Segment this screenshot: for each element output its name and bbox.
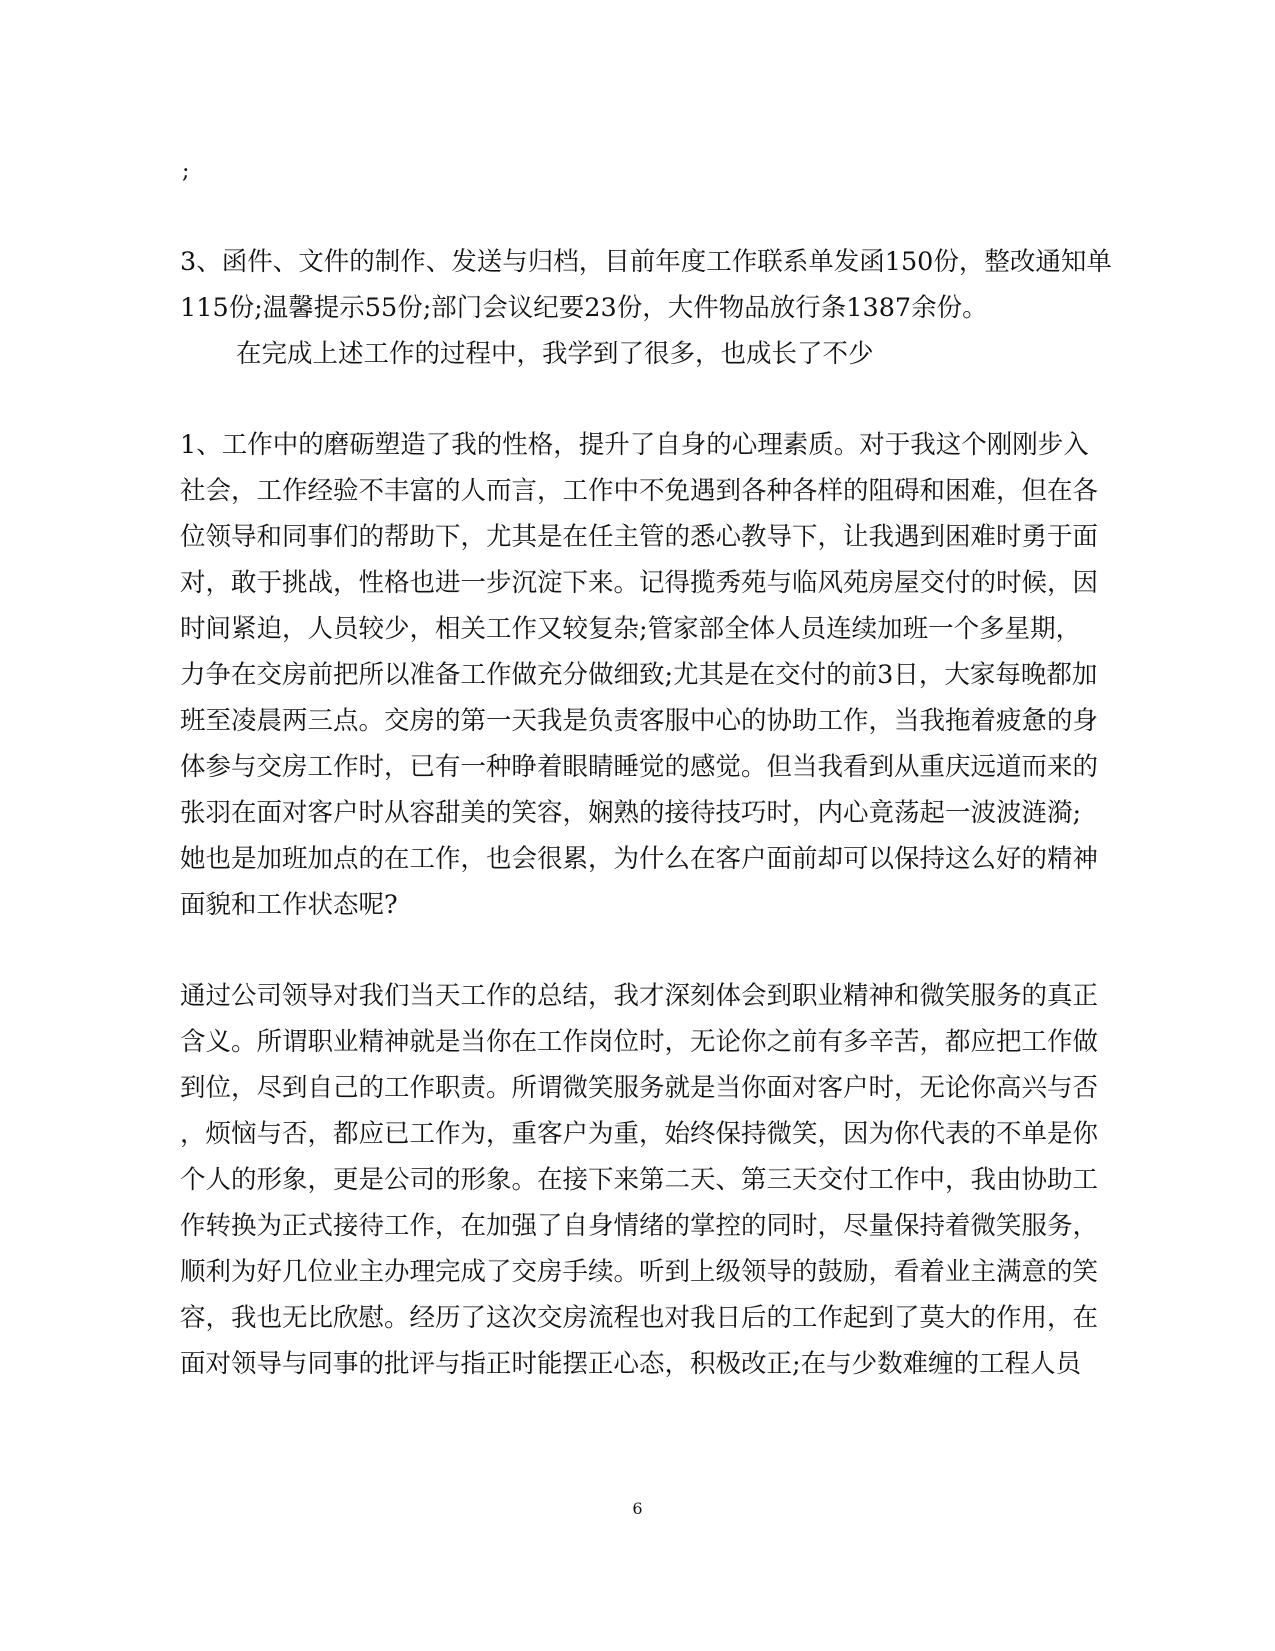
paragraph-summary-line-2: 含义。所谓职业精神就是当你在工作岗位时，无论你之前有多辛苦，都应把工作做 — [180, 1027, 1099, 1057]
paragraph-item-3-line-2: 115份;温馨提示55份;部门会议纪要23份，大件物品放行条1387余份。 — [180, 293, 988, 323]
paragraph-item-1-line-2: 社会，工作经验不丰富的人而言，工作中不免遇到各种各样的阻碍和困难，但在各 — [180, 476, 1099, 506]
paragraph-item-1-line-3: 位领导和同事们的帮助下，尤其是在任主管的悉心教导下，让我遇到困难时勇于面 — [180, 522, 1099, 552]
paragraph-item-1-line-10: 她也是加班加点的在工作，也会很累，为什么在客户面前却可以保持这么好的精神 — [180, 844, 1099, 874]
paragraph-summary-line-8: 容，我也无比欣慰。经历了这次交房流程也对我日后的工作起到了莫大的作用，在 — [180, 1303, 1099, 1333]
paragraph-item-1-line-7: 班至凌晨两三点。交房的第一天我是负责客服中心的协助工作，当我拖着疲惫的身 — [180, 706, 1099, 736]
page-number: 6 — [632, 1499, 643, 1518]
paragraph-item-1-line-4: 对，敢于挑战，性格也进一步沉淀下来。记得揽秀苑与临风苑房屋交付的时候，因 — [180, 568, 1099, 598]
semicolon-line: ; — [182, 159, 190, 184]
paragraph-item-1-line-5: 时间紧迫，人员较少，相关工作又较复杂;管家部全体人员连续加班一个多星期， — [180, 614, 1082, 644]
paragraph-summary-line-5: 个人的形象，更是公司的形象。在接下来第二天、第三天交付工作中，我由协助工 — [180, 1165, 1099, 1195]
paragraph-item-1-line-1: 1、工作中的磨砺塑造了我的性格，提升了自身的心理素质。对于我这个刚刚步入 — [180, 430, 1089, 460]
paragraph-item-1-line-11: 面貌和工作状态呢? — [180, 890, 398, 920]
paragraph-summary-line-1: 通过公司领导对我们当天工作的总结，我才深刻体会到职业精神和微笑服务的真正 — [180, 981, 1099, 1011]
paragraph-summary-line-9: 面对领导与同事的批评与指正时能摆正心态，积极改正;在与少数难缠的工程人员 — [180, 1349, 1082, 1379]
paragraph-intro-line: 在完成上述工作的过程中，我学到了很多，也成长了不少 — [236, 339, 874, 369]
paragraph-item-1-line-9: 张羽在面对客户时从容甜美的笑容，娴熟的接待技巧时，内心竟荡起一波波涟漪; — [180, 798, 1082, 828]
paragraph-summary-line-7: 顺利为好几位业主办理完成了交房手续。听到上级领导的鼓励，看着业主满意的笑 — [180, 1257, 1099, 1287]
paragraph-item-3-line-1: 3、函件、文件的制作、发送与归档，目前年度工作联系单发函150份，整改通知单 — [180, 247, 1112, 277]
paragraph-summary-line-3: 到位，尽到自己的工作职责。所谓微笑服务就是当你面对客户时，无论你高兴与否 — [180, 1073, 1099, 1103]
paragraph-summary-line-6: 作转换为正式接待工作，在加强了自身情绪的掌控的同时，尽量保持着微笑服务， — [180, 1211, 1099, 1241]
paragraph-summary-line-4: ，烦恼与否，都应已工作为，重客户为重，始终保持微笑，因为你代表的不单是你 — [180, 1119, 1099, 1149]
paragraph-item-1-line-6: 力争在交房前把所以准备工作做充分做细致;尤其是在交付的前3日，大家每晚都加 — [180, 660, 1098, 690]
paragraph-item-1-line-8: 体参与交房工作时，已有一种睁着眼睛睡觉的感觉。但当我看到从重庆远道而来的 — [180, 752, 1099, 782]
